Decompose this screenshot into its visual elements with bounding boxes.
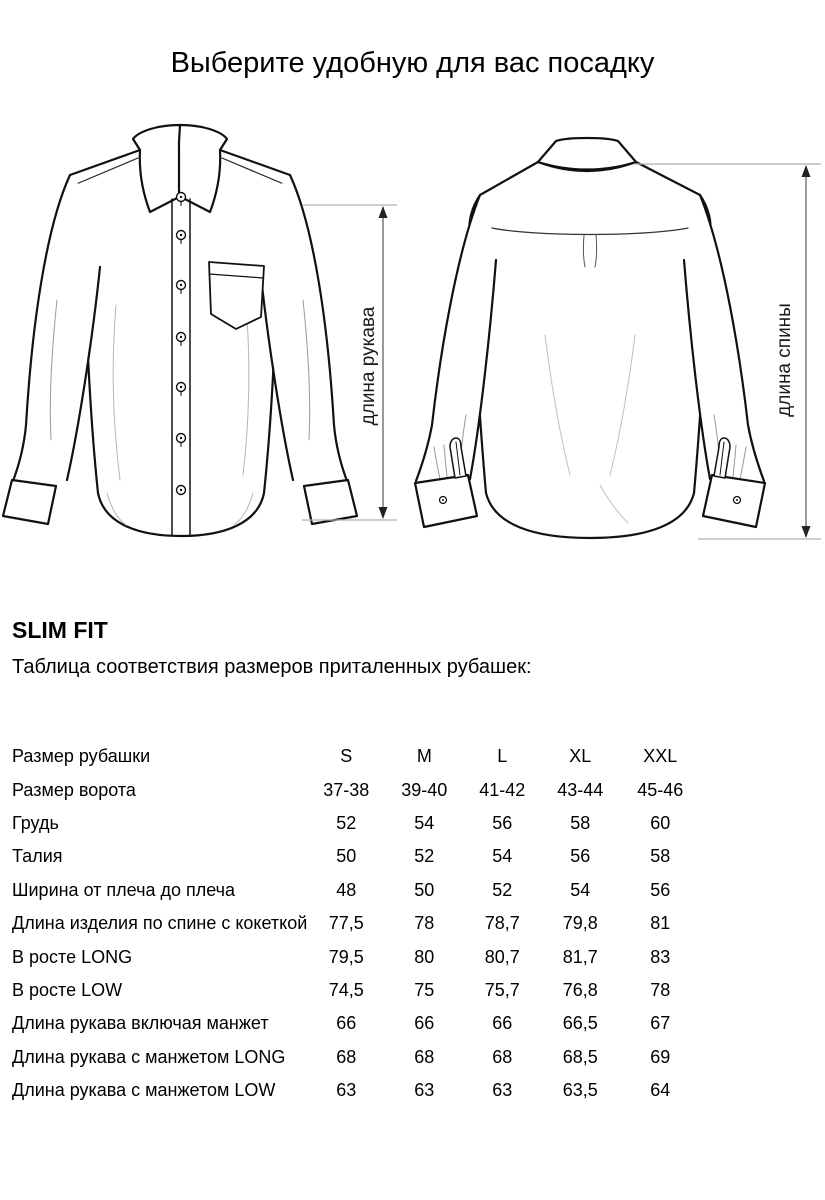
table-row (12, 907, 701, 940)
size-value: 78 (650, 979, 671, 1000)
size-value: 66 (336, 1013, 357, 1034)
size-value: 50 (336, 846, 357, 867)
size-value: 68 (336, 1046, 357, 1067)
row-label: Длина изделия по спине с кокеткой (12, 913, 308, 934)
size-value: 77,5 (328, 913, 364, 934)
size-value: 78,7 (484, 913, 520, 934)
size-value: 58 (570, 812, 591, 833)
row-label: Размер ворота (12, 779, 136, 800)
table-row (12, 974, 701, 1007)
size-value: 37-38 (323, 779, 370, 800)
table-row (12, 1007, 701, 1040)
size-column-header: S (340, 746, 353, 767)
size-value: 66,5 (562, 1013, 598, 1034)
size-value: 68 (492, 1046, 513, 1067)
back-shirt-drawing (408, 138, 772, 538)
size-column-header: L (497, 746, 508, 767)
size-value: 80,7 (484, 946, 520, 967)
size-value: 45-46 (637, 779, 684, 800)
size-value: 41-42 (479, 779, 526, 800)
size-value: 54 (492, 846, 513, 867)
size-value: 81,7 (562, 946, 598, 967)
size-value: 69 (650, 1046, 671, 1067)
size-value: 52 (414, 846, 435, 867)
size-value: 54 (414, 812, 435, 833)
row-label: В росте LONG (12, 946, 133, 967)
table-row (12, 807, 701, 840)
shirt-diagram (0, 95, 825, 565)
table-row (12, 840, 701, 873)
size-value: 75,7 (484, 979, 520, 1000)
size-table (12, 740, 701, 1107)
row-label: Грудь (12, 812, 59, 833)
size-value: 63 (492, 1080, 513, 1101)
size-value: 80 (414, 946, 435, 967)
row-label: Талия (12, 846, 63, 867)
back-length-label: длина спины (774, 303, 795, 417)
front-right-cuff (304, 480, 357, 524)
size-value: 81 (650, 913, 671, 934)
row-label: Ширина от плеча до плеча (12, 879, 236, 900)
size-value: 60 (650, 812, 671, 833)
row-label: Длина рукава включая манжет (12, 1013, 269, 1034)
size-value: 39-40 (401, 779, 448, 800)
size-value: 63 (414, 1080, 435, 1101)
size-value: 68 (414, 1046, 435, 1067)
size-value: 56 (570, 846, 591, 867)
size-value: 56 (650, 879, 671, 900)
table-row (12, 874, 701, 907)
size-value: 48 (336, 879, 357, 900)
size-value: 43-44 (557, 779, 604, 800)
size-value: 50 (414, 879, 435, 900)
row-label: Длина рукава с манжетом LONG (12, 1046, 286, 1067)
size-column-header: XXL (643, 746, 678, 767)
size-value: 56 (492, 812, 513, 833)
page-title: Выберите удобную для вас посадку (170, 47, 655, 79)
size-value: 68,5 (562, 1046, 598, 1067)
size-value: 54 (570, 879, 591, 900)
back-collar (538, 138, 636, 170)
size-column-header: XL (569, 746, 592, 767)
size-value: 78 (414, 913, 435, 934)
size-value: 66 (414, 1013, 435, 1034)
size-value: 52 (492, 879, 513, 900)
size-value: 76,8 (562, 979, 598, 1000)
table-row (12, 773, 701, 806)
sleeve-length-label: длина рукава (358, 306, 379, 426)
size-value: 63,5 (562, 1080, 598, 1101)
front-shirt-drawing (3, 125, 357, 536)
table-row (12, 1041, 701, 1074)
size-value: 58 (650, 846, 671, 867)
size-value: 63 (336, 1080, 357, 1101)
row-label: В росте LOW (12, 979, 123, 1000)
row-label: Длина рукава с манжетом LOW (12, 1080, 276, 1101)
row-label: Размер рубашки (12, 746, 151, 767)
size-value: 74,5 (328, 979, 364, 1000)
section-heading: SLIM FIT (12, 617, 108, 643)
table-row (12, 1074, 701, 1107)
size-value: 75 (414, 979, 435, 1000)
size-value: 67 (650, 1013, 671, 1034)
table-subtitle: Таблица соответствия размеров приталенных рубашек: (12, 656, 532, 678)
table-row (12, 940, 701, 973)
size-value: 83 (650, 946, 671, 967)
size-column-header: M (416, 746, 432, 767)
size-value: 64 (650, 1080, 671, 1101)
size-value: 79,8 (562, 913, 598, 934)
size-value: 66 (492, 1013, 513, 1034)
size-value: 79,5 (328, 946, 364, 967)
front-left-cuff (3, 480, 56, 524)
table-row (12, 740, 701, 773)
size-value: 52 (336, 812, 357, 833)
